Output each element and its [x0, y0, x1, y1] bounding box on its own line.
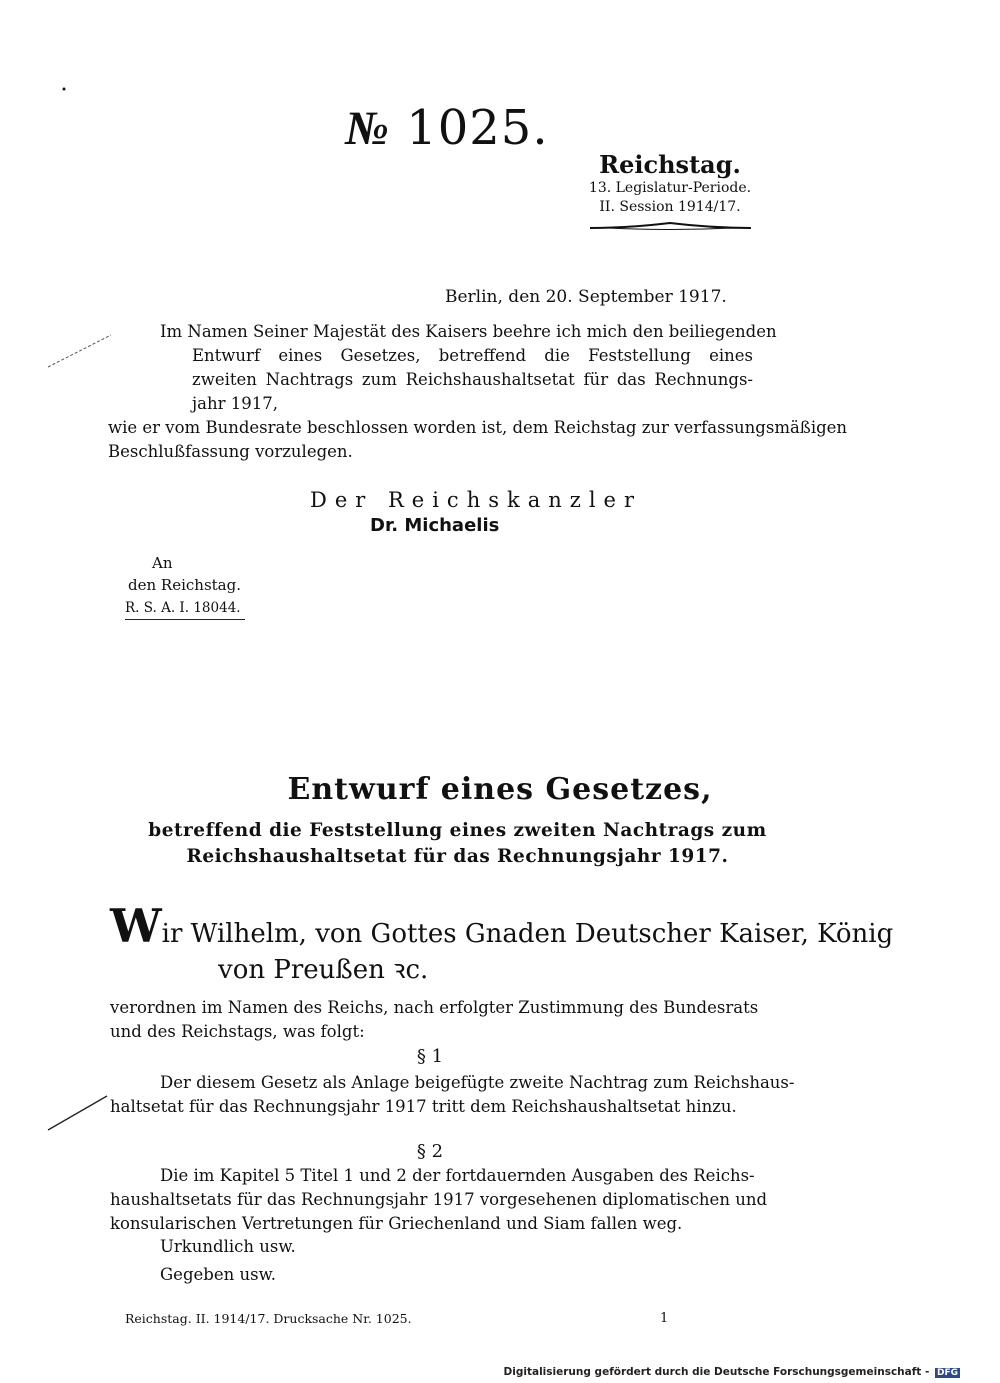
recipient-line: An [152, 554, 173, 572]
funding-note [504, 1366, 960, 1378]
letter-line: Im Namen Seiner Majestät des Kaisers beehre ich mich den beiliegenden [160, 322, 777, 341]
draft-subtitle: betreffend die Feststellung eines zweiten Nachtrags zum [148, 820, 767, 841]
section-line: haushaltsetats für das Rechnungsjahr 1917 vorgesehenen diplomatischen und [110, 1190, 768, 1209]
reichstag-heading: Reichstag. [599, 150, 741, 179]
section-line: Die im Kapitel 5 Titel 1 und 2 der fortdauernden Ausgaben des Reichs- [160, 1166, 755, 1185]
section-sign: § 1 [416, 1046, 444, 1067]
section-body [110, 1071, 795, 1119]
draft-subtitle: Reichshaushaltsetat für das Rechnungsjahr 1917. [186, 846, 729, 867]
draft-title: Entwurf eines Gesetzes, [287, 772, 713, 807]
number-sign: № [345, 102, 390, 155]
letter-line: wie er vom Bundesrate beschlossen worden ist, dem Reichstag zur verfassungsmäßigen [108, 418, 848, 437]
closing-formula: Urkundlich usw. [160, 1237, 296, 1256]
closing-formula: Gegeben usw. [160, 1265, 276, 1284]
decree-line: und des Reichstags, was folgt: [110, 1022, 365, 1041]
recipient-block [125, 552, 245, 620]
pencil-mark-icon [45, 1090, 110, 1135]
letter-line: Entwurf eines Gesetzes, betreffend die Feststellung eines [192, 346, 753, 365]
page-number: 1 [660, 1311, 669, 1326]
ornamental-rule-icon [588, 220, 753, 232]
document-number [345, 100, 549, 156]
legislature-period: 13. Legislatur-Periode. [588, 180, 752, 196]
letter-line: Beschlußfassung vorzulegen. [108, 442, 353, 461]
preamble-text: ir Wilhelm, von Gottes Gnaden Deutscher Kaiser, König [161, 919, 894, 949]
footer-reference: Reichstag. II. 1914/17. Drucksache Nr. 1025. [125, 1311, 412, 1326]
file-reference: R. S. A. I. 18044. [125, 597, 245, 620]
section-body [110, 1164, 768, 1236]
decree-formula [110, 996, 759, 1044]
dfg-logo-icon: DFG [936, 1368, 958, 1378]
signature-name: Dr. Michaelis [370, 515, 500, 536]
pencil-mark-icon [45, 330, 115, 370]
section-sign: § 2 [416, 1141, 444, 1162]
section-line: haltsetat für das Rechnungsjahr 1917 tritt dem Reichshaushaltsetat hinzu. [110, 1097, 737, 1116]
preamble-line: von Preußen ꝛc. [218, 955, 429, 985]
section-line: Der diesem Gesetz als Anlage beigefügte zweite Nachtrag zum Reichshaus- [160, 1073, 795, 1092]
drop-initial: W [110, 899, 162, 953]
decree-line: verordnen im Namen des Reichs, nach erfolgter Zustimmung des Bundesrats [110, 998, 759, 1017]
letter-line: zweiten Nachtrags zum Reichshaushaltsetat für das Rechnungs- [192, 370, 753, 389]
section-line: konsularischen Vertretungen für Griechenland und Siam fallen weg. [110, 1214, 683, 1233]
session-years: II. Session 1914/17. [599, 199, 741, 215]
speck-icon [60, 85, 68, 93]
signature-title: Der Reichskanzler [310, 488, 643, 512]
letter-line: jahr 1917, [192, 394, 278, 413]
place-date: Berlin, den 20. September 1917. [445, 287, 727, 307]
preamble-line [110, 899, 894, 953]
funding-note-text: Digitalisierung gefördert durch die Deutsche Forschungsgemeinschaft - [503, 1366, 930, 1378]
session-box [585, 150, 755, 232]
document-number-value: 1025. [406, 100, 549, 156]
cover-letter [108, 320, 848, 464]
recipient-line: den Reichstag. [128, 576, 241, 594]
preamble [110, 899, 894, 988]
